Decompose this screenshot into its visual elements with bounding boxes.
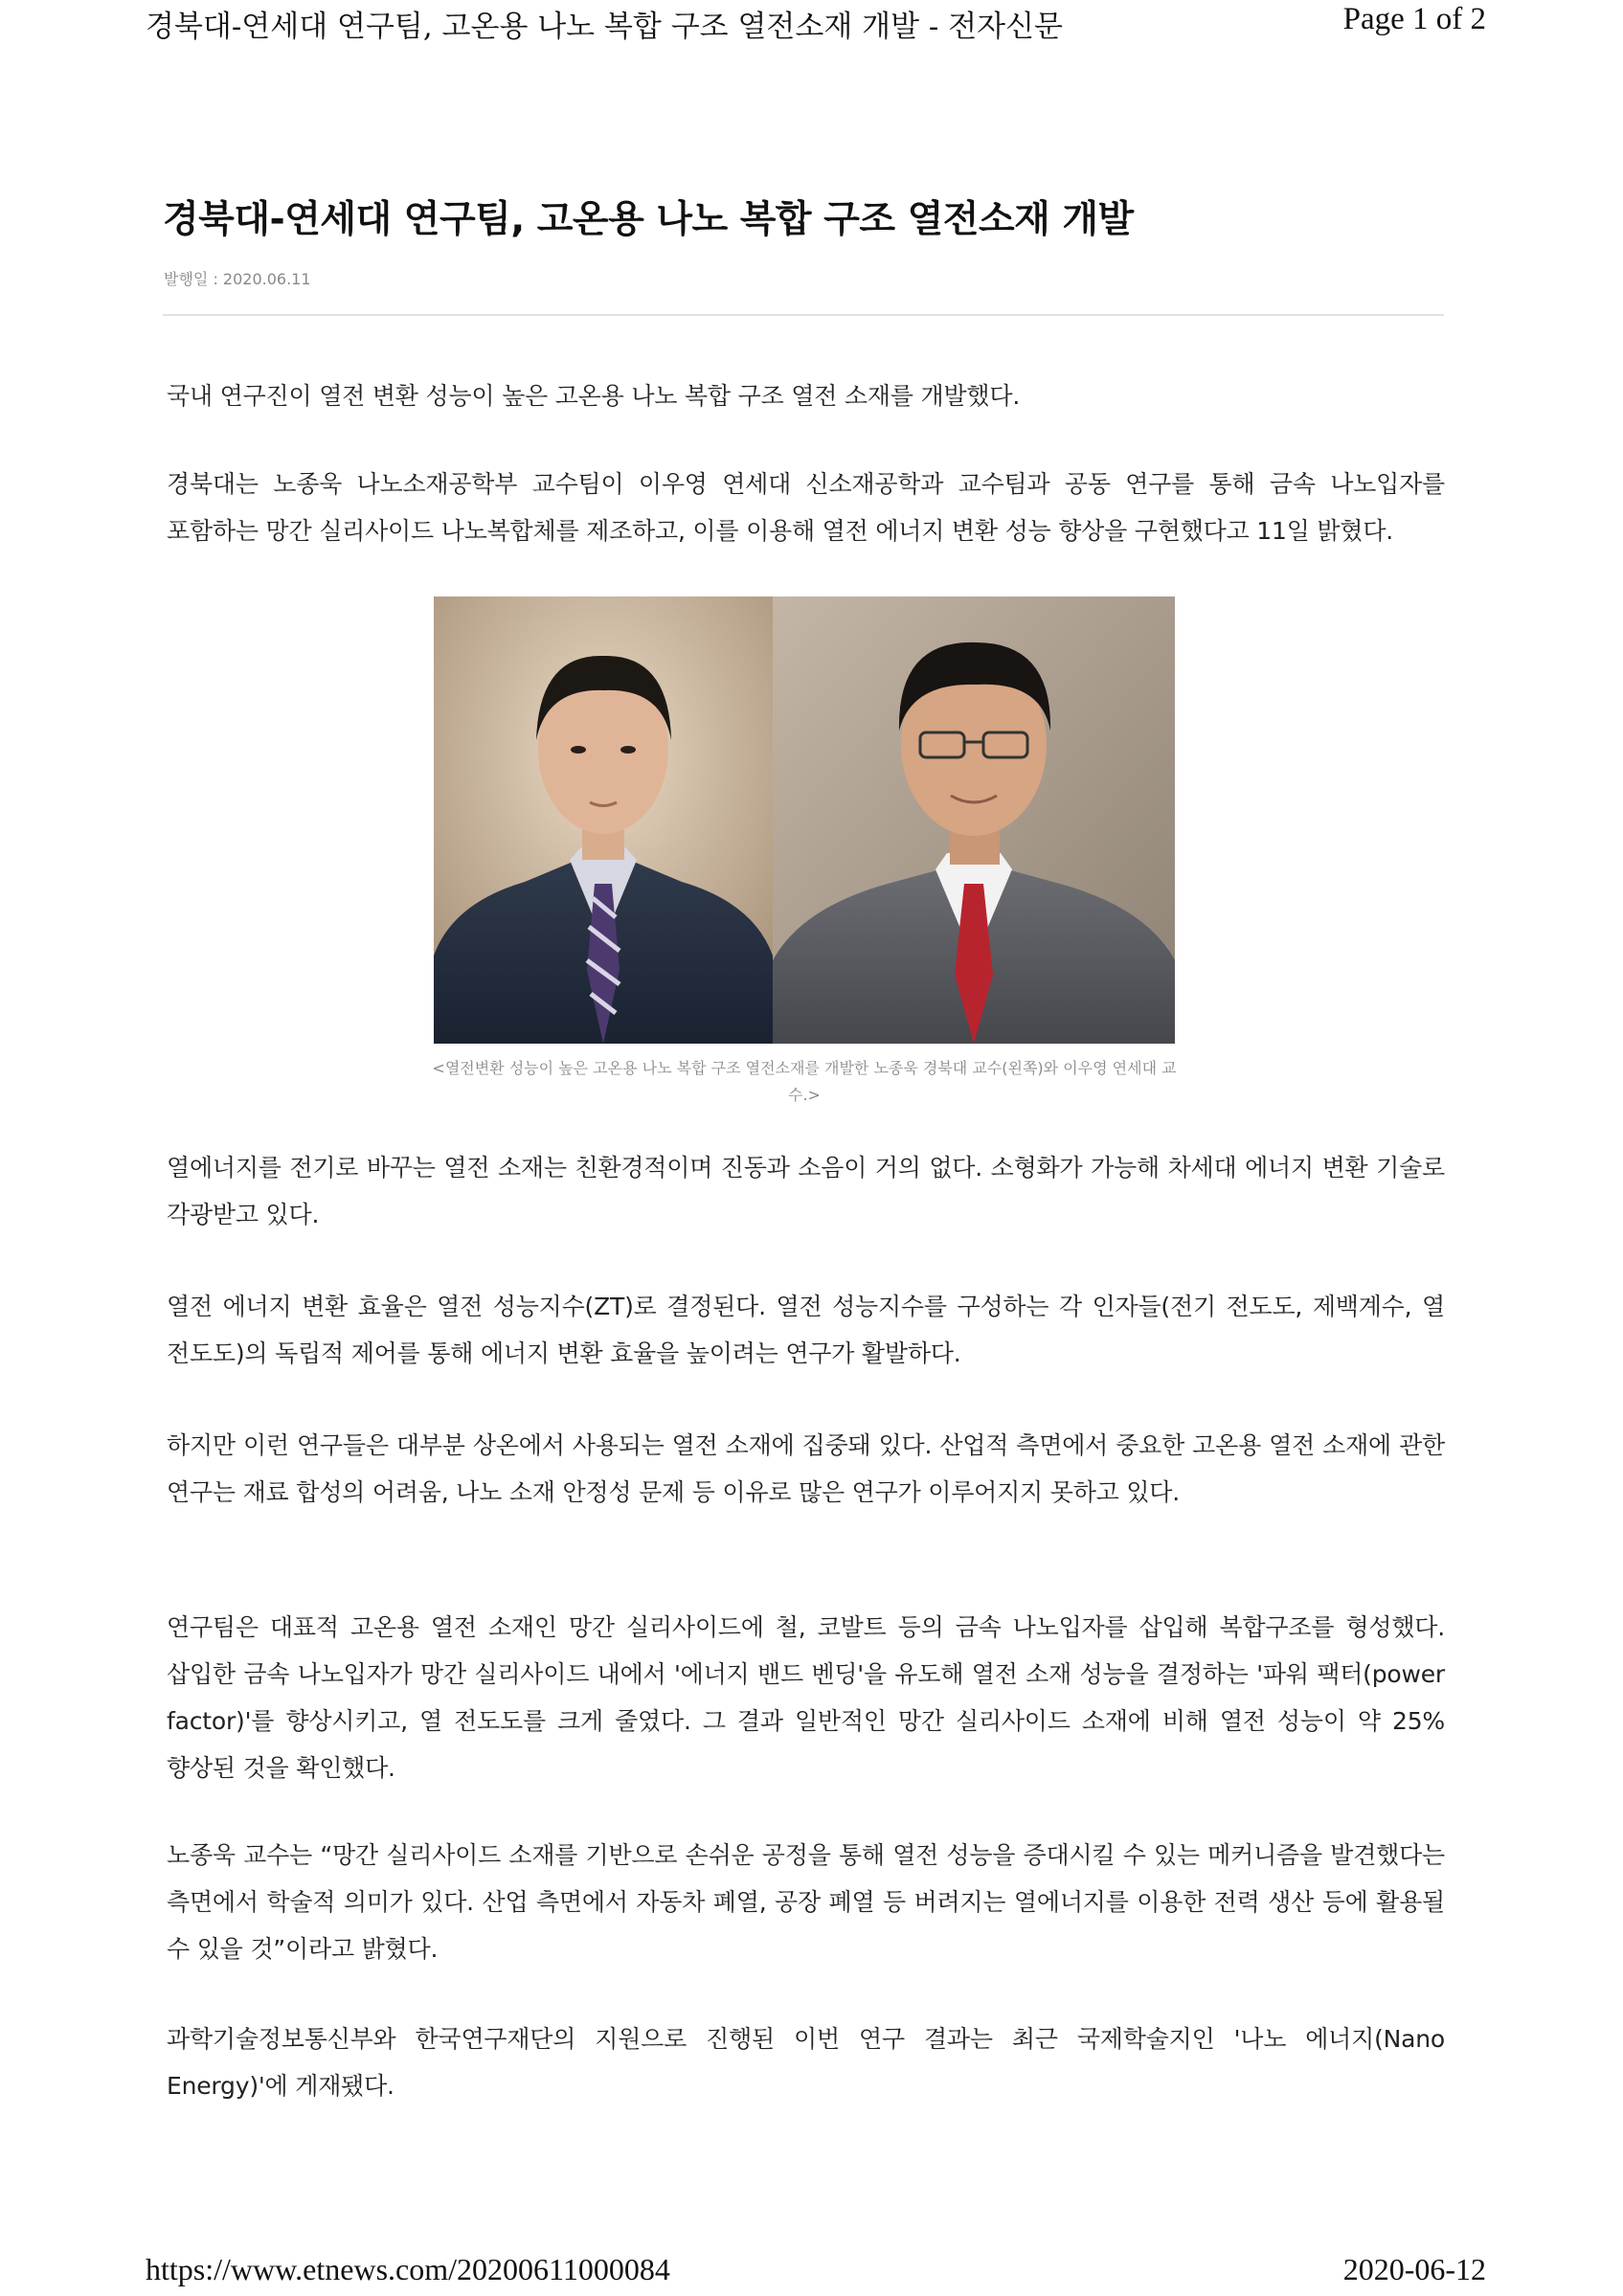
portrait-left-image	[434, 597, 773, 1044]
article-url: https://www.etnews.com/20200611000084	[146, 2252, 670, 2286]
print-header-title: 경북대-연세대 연구팀, 고온용 나노 복합 구조 열전소재 개발 - 전자신문	[146, 10, 1063, 44]
print-date: 2020-06-12	[1342, 2252, 1486, 2286]
article-title: 경북대-연세대 연구팀, 고온용 나노 복합 구조 열전소재 개발	[163, 198, 1134, 241]
article-paragraph-5: 하지만 이런 연구들은 대부분 상온에서 사용되는 열전 소재에 집중돼 있다. 산업적 측면에서 중요한 고온용 열전 소재에 관한 연구는 재료 합성의 어려움, 나노 소재 안정성 문제 등 이유로 많은 연구가 이루어지지 못하고 있다.	[167, 1431, 1445, 1506]
article-paragraph-2: 경북대는 노종욱 나노소재공학부 교수팀이 이우영 연세대 신소재공학과 교수팀과 공동 연구를 통해 금속 나노입자를 포함하는 망간 실리사이드 나노복합체를 제조하고, 이를 이용해 열전 에너지 변환 성능 향상을 구현했다고 11일 밝혔다.	[167, 470, 1445, 545]
print-header	[146, 0, 1486, 42]
article-paragraph-6: 연구팀은 대표적 고온용 열전 소재인 망간 실리사이드에 철, 코발트 등의 금속 나노입자를 삽입해 복합구조를 형성했다. 삽입한 금속 나노입자가 망간 실리사이드 내에서 '에너지 밴드 벤딩'을 유도해 열전 소재 성능을 결정하는 '파워 팩터(power factor)'를 향상시키고, 열 전도도를 크게 줄였다. 그 결과 일반적인 망간 실리사이드 소재에 비해 열전 성능이 약 25% 향상된 것을 확인했다.	[167, 1613, 1445, 1782]
publish-date: 발행일 : 2020.06.11	[164, 270, 311, 288]
article-photo	[434, 597, 1175, 1044]
article-paragraph-3: 열에너지를 전기로 바꾸는 열전 소재는 친환경적이며 진동과 소음이 거의 없다. 소형화가 가능해 차세대 에너지 변환 기술로 각광받고 있다.	[167, 1154, 1445, 1228]
photo-caption: <열전변환 성능이 높은 고온용 나노 복합 구조 열전소재를 개발한 노종욱 경북대 교수(왼쪽)와 이우영 연세대 교수.>	[432, 1059, 1177, 1104]
page-number: Page 1 of 2	[1342, 2, 1486, 36]
article-paragraph-4: 열전 에너지 변환 효율은 열전 성능지수(ZT)로 결정된다. 열전 성능지수를 구성하는 각 인자들(전기 전도도, 제백계수, 열 전도도)의 독립적 제어를 통해 에너지 변환 효율을 높이려는 연구가 활발하다.	[167, 1293, 1445, 1367]
print-footer	[146, 2252, 1486, 2294]
article-paragraph-7: 노종욱 교수는 “망간 실리사이드 소재를 기반으로 손쉬운 공정을 통해 열전 성능을 증대시킬 수 있는 메커니즘을 발견했다는 측면에서 학술적 의미가 있다. 산업 측면에서 자동차 폐열, 공장 폐열 등 버려지는 열에너지를 이용한 전력 생산 등에 활용될 수 있을 것”이라고 밝혔다.	[167, 1841, 1445, 1963]
title-divider	[163, 314, 1444, 316]
portrait-right-image	[773, 597, 1175, 1044]
article-paragraph-1: 국내 연구진이 열전 변환 성능이 높은 고온용 나노 복합 구조 열전 소재를 개발했다.	[167, 382, 1021, 410]
article-paragraph-8: 과학기술정보통신부와 한국연구재단의 지원으로 진행된 이번 연구 결과는 최근 국제학술지인 '나노 에너지(Nano Energy)'에 게재됐다.	[167, 2025, 1445, 2100]
